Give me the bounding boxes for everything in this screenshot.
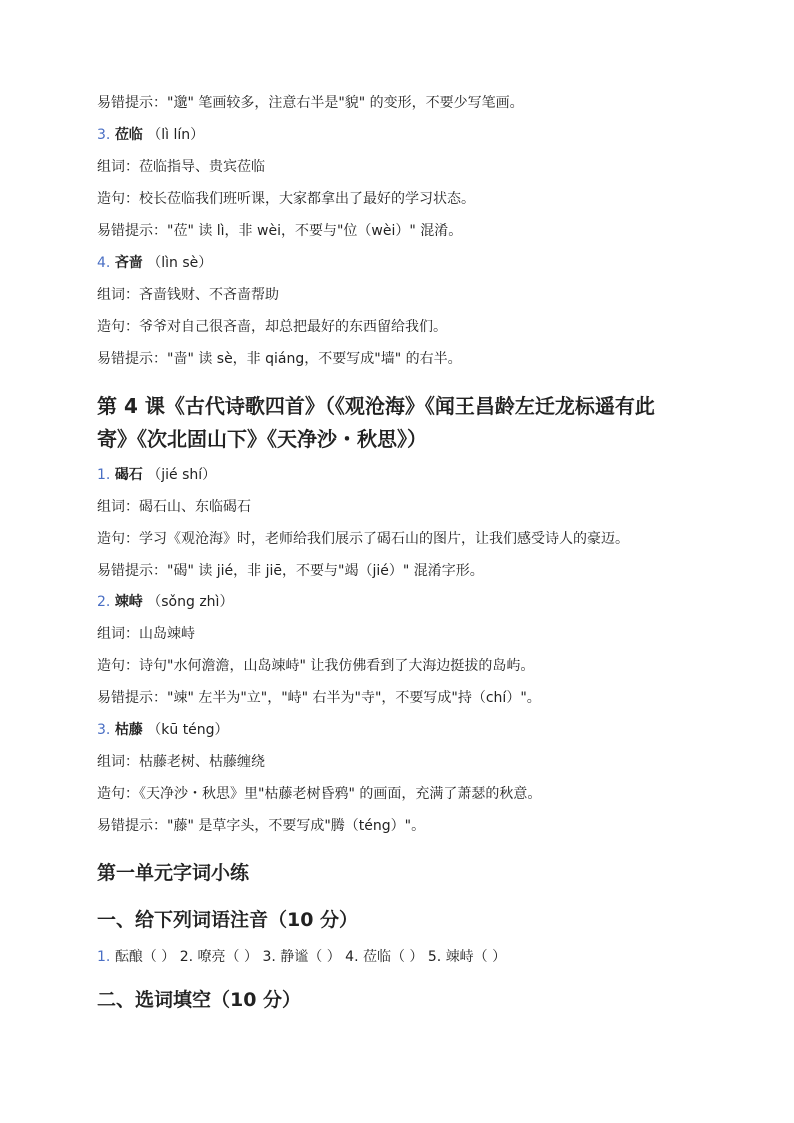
example-sentence: 造句：校长莅临我们班听课，大家都拿出了最好的学习状态。: [97, 191, 475, 207]
item-number: 3.: [97, 127, 111, 143]
exercise-item: 竦峙（ ）: [445, 949, 507, 965]
vocab-pinyin: （sǒng zhì）: [147, 594, 234, 610]
item-number: 4.: [97, 255, 111, 271]
example-sentence: 造句：爷爷对自己很吝啬，却总把最好的东西留给我们。: [97, 319, 447, 335]
vocab-heading: [97, 720, 229, 740]
word-group-text: 组词：莅临指导、贵宾莅临: [97, 159, 265, 175]
pinyin-exercise-row: [97, 947, 506, 967]
item-number: 3.: [97, 722, 111, 738]
tip-text: 易错提示："碣" 读 jié，非 jiē，不要与"竭（jié）" 混淆字形。: [97, 563, 484, 579]
vocab-word: 碣石: [114, 467, 143, 483]
word-group-text: 组词：吝啬钱财、不吝啬帮助: [97, 287, 279, 303]
vocab-pinyin: （jié shí）: [147, 467, 217, 483]
exercise-item: 嘹亮（ ）: [197, 949, 258, 965]
example-sentence: 造句：《天净沙・秋思》里"枯藤老树昏鸦" 的画面，充满了萧瑟的秋意。: [97, 786, 542, 802]
exercise-number: 3.: [262, 949, 276, 965]
vocab-heading: [97, 253, 212, 273]
exercise-number: 1.: [97, 949, 111, 965]
example-sentence: 造句：学习《观沧海》时，老师给我们展示了碣石山的图片，让我们感受诗人的豪迈。: [97, 531, 629, 547]
exercise-number: 5.: [427, 949, 442, 965]
section-title: 二、选词填空（10 分）: [97, 989, 302, 1011]
word-group-text: 组词：枯藤老树、枯藤缠绕: [97, 754, 265, 770]
lesson-title: 第 4 课《古代诗歌四首》（《观沧海》《闻王昌龄左迁龙标遥有此: [97, 394, 655, 418]
exercise-number: 2.: [179, 949, 194, 965]
vocab-pinyin: （kū téng）: [147, 722, 229, 738]
example-sentence: 造句：诗句"水何澹澹，山岛竦峙" 让我仿佛看到了大海边挺拔的岛屿。: [97, 658, 535, 674]
vocab-word: 吝啬: [114, 255, 143, 271]
tip-text: 易错提示："啬" 读 sè，非 qiáng，不要写成"墙" 的右半。: [97, 351, 462, 367]
vocab-word: 莅临: [114, 127, 143, 143]
vocab-heading: [97, 592, 233, 612]
exercise-number: 4.: [345, 949, 359, 965]
lesson-title-continued: 寄》《次北固山下》《天净沙・秋思》）: [97, 427, 427, 451]
word-group-text: 组词：碣石山、东临碣石: [97, 499, 251, 515]
item-number: 1.: [97, 467, 111, 483]
word-group-text: 组词：山岛竦峙: [97, 626, 195, 642]
item-number: 2.: [97, 594, 111, 610]
exercise-item: 莅临（ ）: [362, 949, 424, 965]
tip-text: 易错提示："竦" 左半为"立"，"峙" 右半为"寺"，不要写成"持（chí）"。: [97, 690, 541, 706]
vocab-pinyin: （lì lín）: [147, 127, 205, 143]
tip-text: 易错提示："莅" 读 lì，非 wèi，不要与"位（wèi）" 混淆。: [97, 223, 463, 239]
tip-text: 易错提示："藤" 是草字头，不要写成"腾（téng）"。: [97, 818, 426, 834]
vocab-heading: [97, 125, 204, 145]
exercise-item: 酝酿（ ）: [114, 949, 176, 965]
tip-text: 易错提示："邈" 笔画较多，注意右半是"貌" 的变形，不要少写笔画。: [97, 95, 524, 111]
section-title: 一、给下列词语注音（10 分）: [97, 909, 359, 931]
vocab-word: 枯藤: [114, 722, 143, 738]
vocab-pinyin: （lìn sè）: [147, 255, 213, 271]
vocab-heading: [97, 465, 216, 485]
vocab-word: 竦峙: [114, 594, 143, 610]
unit-title: 第一单元字词小练: [97, 862, 250, 884]
exercise-item: 静谧（ ）: [280, 949, 341, 965]
